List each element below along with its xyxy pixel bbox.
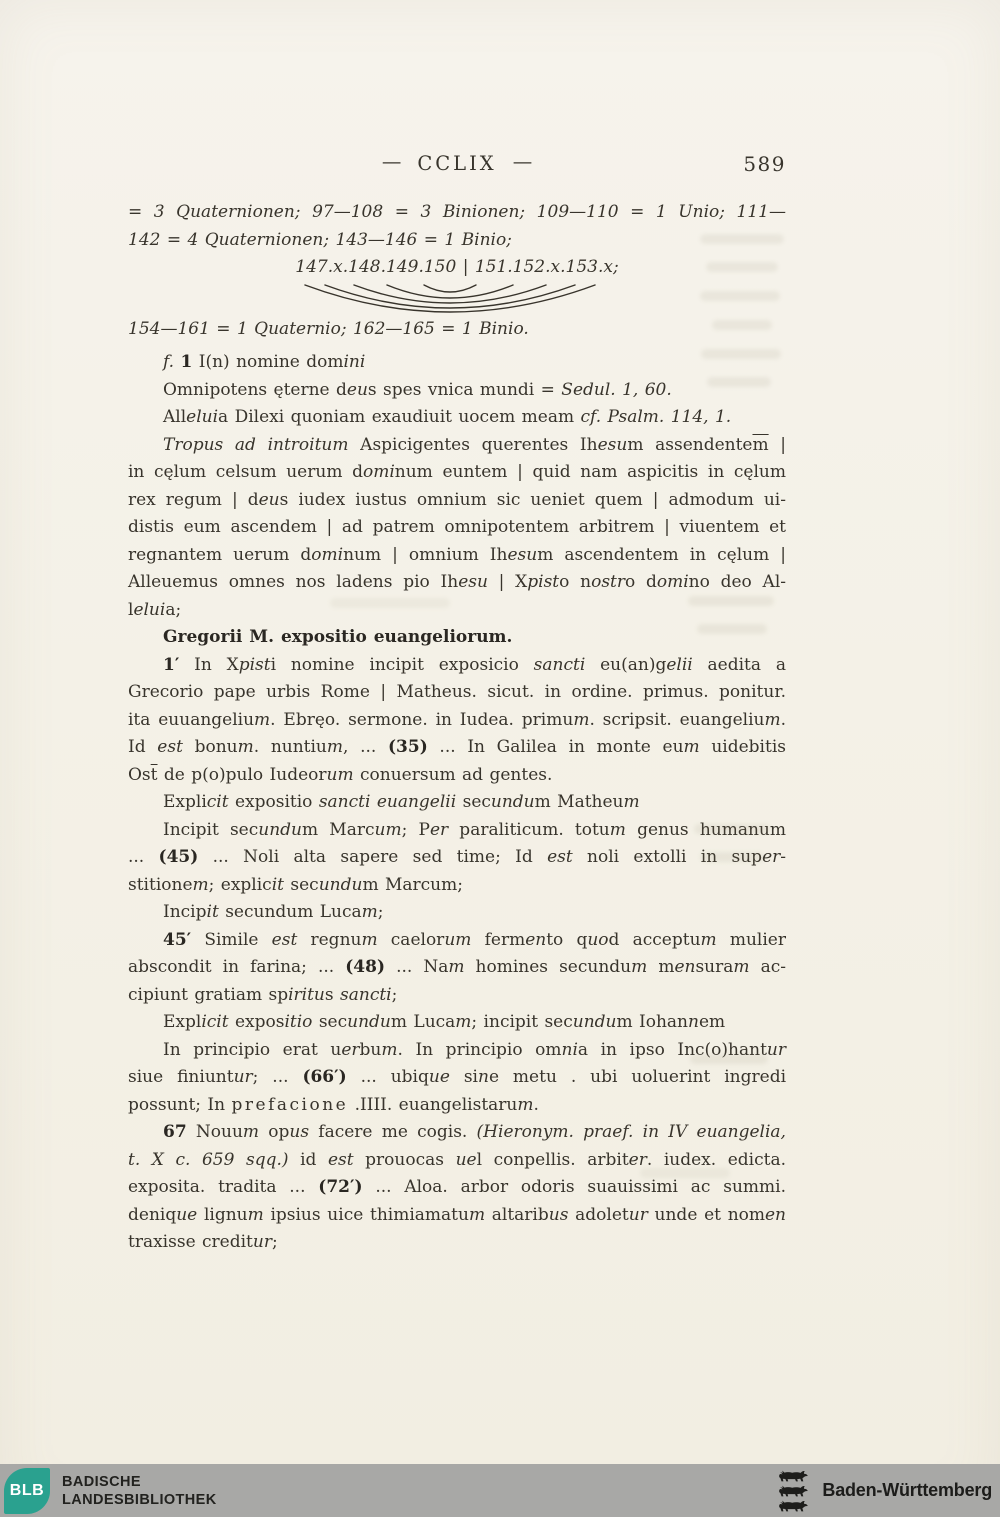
blb-logo-text: BLB: [9, 1481, 45, 1499]
bleedthrough-smudge: [330, 598, 450, 608]
text-line: traxisse creditur;: [128, 1232, 278, 1252]
text-line: abscondit in farina; ... (48) ... Nam homines secundum mensuram ac-: [128, 957, 786, 977]
bleedthrough-smudge: [700, 291, 780, 301]
text-line: Explicit expositio sancti euangelii secundum Matheum: [163, 792, 640, 812]
page-number: 589: [743, 152, 786, 176]
text-line: denique lignum ipsius uice thimiamatum altaribus adoletur unde et nomen: [128, 1204, 787, 1225]
text-line: 147.x.148.149.150 | 151.152.x.153.x;: [295, 257, 619, 277]
header-dash-right: —: [512, 150, 533, 173]
quire-structure-diagram: [128, 282, 786, 316]
library-name-line2: LANDESBIBLIOTHEK: [62, 1491, 217, 1508]
text-line: 142 = 4 Quaternionen; 143—146 = 1 Binio;: [128, 229, 512, 250]
page-text: [128, 199, 786, 1257]
text-line: Incipit secundum Marcum; Per paraliticum. totum genus humanum: [163, 819, 786, 840]
bleedthrough-smudge: [706, 262, 778, 272]
bleedthrough-smudge: [688, 596, 774, 606]
running-title: [128, 152, 786, 175]
text-line: ita euuangelium. Ebręo. sermone. in Iudea. primum. scripsit. euangelium.: [128, 709, 786, 730]
text-line: Alleluia Dilexi quoniam exaudiuit uocem meam cf. Psalm. 114, 1.: [163, 407, 732, 427]
blb-logo: [4, 1468, 50, 1514]
library-name-line1: BADISCHE: [62, 1473, 141, 1490]
library-branding-link[interactable]: [4, 1464, 217, 1517]
baden-wuerttemberg-coat-of-arms-icon: [776, 1469, 810, 1513]
bleedthrough-smudge: [707, 377, 771, 387]
library-name: [62, 1473, 217, 1509]
text-line: siue finiuntur; ... (66′) ... ubique sine metu . ubi uoluerint ingredi: [128, 1067, 787, 1087]
text-line: Incipit secundum Lucam;: [163, 902, 384, 922]
text-line: in cęlum celsum uerum dominum euntem | quid nam aspicitis in cęlum: [128, 462, 787, 482]
text-line: rex regum | deus iudex iustus omnium sic ueniet quem | admodum ui-: [128, 489, 786, 510]
text-line: Explicit expositio secundum Lucam; incipit secundum Iohannem: [163, 1012, 726, 1032]
text-line: possunt; In prefacione .IIII. euangelistarum.: [128, 1094, 539, 1115]
text-line: regnantem uerum dominum | omnium Ihesum ascendentem in cęlum |: [128, 544, 786, 565]
bleedthrough-smudge: [640, 1168, 730, 1178]
text-line: $Os\overline{t}$ de p(o)pulo Iudeorum conuersum ad gentes.: [128, 764, 553, 785]
viewer-footer: [0, 1464, 1000, 1517]
bleedthrough-smudge: [701, 349, 781, 359]
text-line: In principio erat uerbum. In principio omnia in ipso Inc(o)hantur: [163, 1039, 786, 1060]
text-line: 67 Nouum opus facere me cogis. (Hieronym. praef. in IV euangelia,: [163, 1122, 786, 1142]
state-name: Baden-Württemberg: [822, 1480, 992, 1500]
header-dash-left: —: [381, 150, 402, 173]
state-branding-link[interactable]: [776, 1464, 992, 1517]
bleedthrough-smudge: [700, 852, 764, 862]
text-line: t. X c. 659 sqq.) id est prouocas uel conpellis. arbiter. iudex. edicta.: [128, 1149, 786, 1170]
bleedthrough-smudge: [697, 624, 767, 634]
text-line: 1′ In Xpisti nomine incipit exposicio sancti eu(an)gelii aedita a: [163, 654, 786, 675]
text-line: distis eum ascendem | ad patrem omnipotentem arbitrem | viuentem et: [128, 517, 786, 537]
text-line: stitionem; explicit secundum Marcum;: [128, 874, 463, 895]
text-line: ... (45) ... Noli alta sapere sed time; Id est noli extolli in super-: [128, 847, 786, 867]
text-line: Grecorio pape urbis Rome | Matheus. sicut. in ordine. primus. ponitur.: [128, 682, 786, 702]
text-line: = 3 Quaternionen; 97—108 = 3 Binionen; 109—110 = 1 Unio; 111—: [128, 202, 786, 222]
bleedthrough-smudge: [712, 320, 772, 330]
text-line: Gregorii M. expositio euangeliorum.: [163, 627, 513, 647]
text-line: 45′ Simile est regnum caelorum fermento quod acceptum mulier: [163, 929, 786, 950]
running-head: [128, 152, 786, 182]
text-line: cipiunt gratiam spiritus sancti;: [128, 984, 398, 1005]
bleedthrough-smudge: [700, 234, 784, 244]
text-line: f. 1 I(n) nomine domini: [163, 352, 366, 372]
text-line: Alleuemus omnes nos ladens pio Ihesu | Xpisto nostro domino deo Al-: [128, 572, 786, 592]
text-line: 154—161 = 1 Quaternio; 162—165 = 1 Binio.: [128, 318, 529, 339]
bleedthrough-smudge: [690, 1054, 768, 1064]
chapter-number: CCLIX: [417, 152, 497, 175]
text-line: leluia;: [128, 599, 182, 620]
text-line: Omnipotens ęterne deus spes vnica mundi = Sedul. 1, 60.: [163, 379, 672, 400]
text-line: Tropus ad introitum Aspicigentes querentes Ihesum $assendente\overline{m}$ |: [163, 434, 786, 455]
bleedthrough-smudge: [694, 824, 770, 834]
text-line: exposita. tradita ... (72′) ... Aloa. arbor odoris suauissimi ac summi.: [128, 1177, 786, 1197]
text-line: Id est bonum. nuntium, ... (35) ... In Galilea in monte eum uidebitis: [128, 737, 786, 757]
